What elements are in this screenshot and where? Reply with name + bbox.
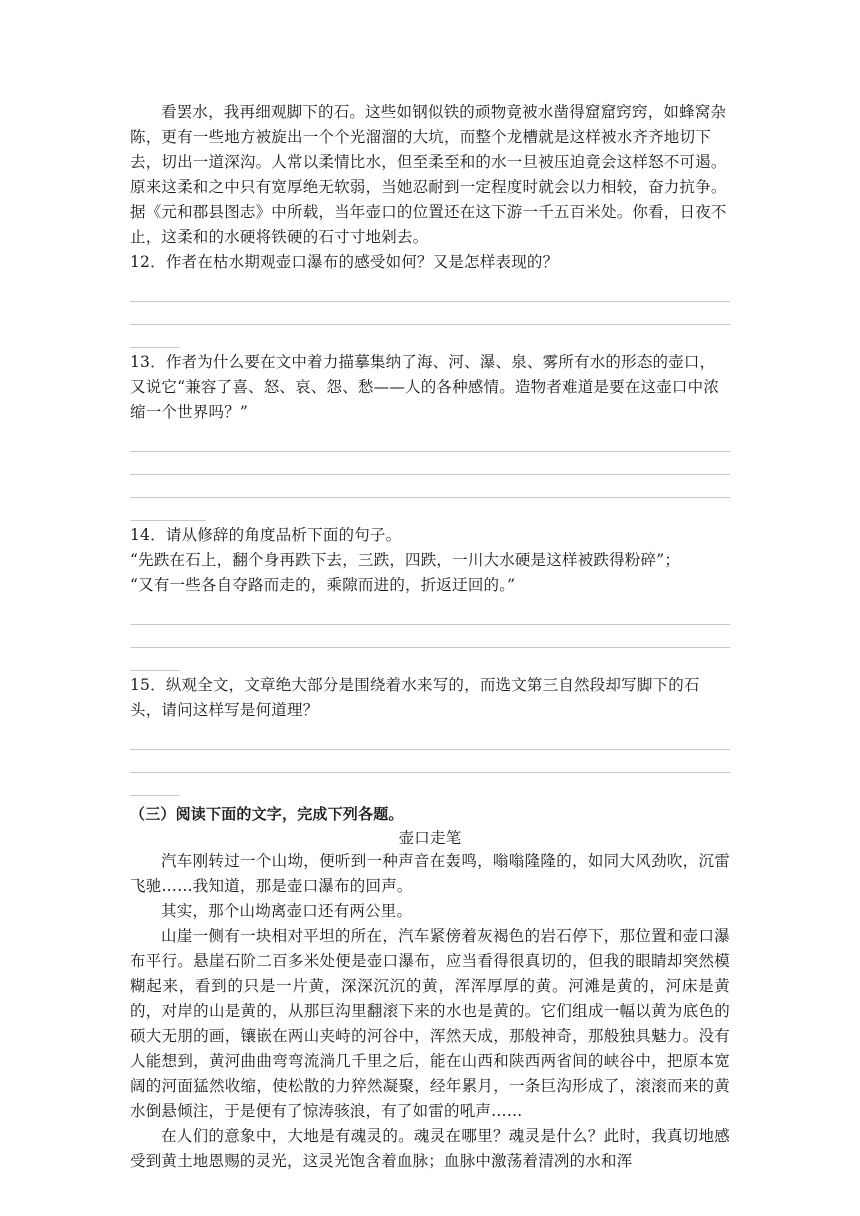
answer-line[interactable] <box>130 625 730 648</box>
answer-line[interactable] <box>130 727 730 750</box>
essay-paragraph: 其实，那个山坳离壶口还有两公里。 <box>161 902 413 920</box>
answer-line-short[interactable] <box>130 498 206 521</box>
answer-lines-12[interactable] <box>130 279 730 348</box>
answer-line-short[interactable] <box>130 773 180 796</box>
answer-line[interactable] <box>130 475 730 498</box>
essay-body <box>130 849 730 1174</box>
answer-line[interactable] <box>130 750 730 773</box>
question-12: 12．作者在枯水期观壶口瀑布的感受如何？又是怎样表现的？ <box>130 253 559 271</box>
essay-paragraph: 汽车刚转过一个山坳，便听到一种声音在轰鸣，嗡嗡隆隆的，如同大风劲吹，沉雷飞驰……我知道，那是壶口瀑布的回声。 <box>130 852 730 895</box>
essay-title: 壶口走笔 <box>398 829 462 847</box>
answer-line-short[interactable] <box>130 648 180 671</box>
quoted-sentence-1: “先跌在石上，翻个身再跌下去，三跌，四跌，一川大水硬是这样被跌得粉碎”； <box>130 551 681 569</box>
answer-lines-13[interactable] <box>130 429 730 521</box>
question-15: 15．纵观全文，文章绝大部分是围绕着水来写的，而选文第三自然段却写脚下的石头，请问这样写是何道理？ <box>130 676 700 719</box>
question-14: 14．请从修辞的角度品析下面的句子。 <box>130 526 402 544</box>
passage-paragraph: 看罢水，我再细观脚下的石。这些如钢似铁的顽物竟被水凿得窟窟窍窍，如蜂窝杂陈，更有一些地方被旋出一个个光溜溜的大坑，而整个龙槽就是这样被水齐齐地切下去，切出一道深沟。人常以柔情比水，但至柔至和的水一旦被压迫竟会这样怒不可遏。原来这柔和之中只有宽厚绝无软弱，当她忍耐到一定程度时就会以力相较，奋力抗争。据《元和郡县图志》中所载，当年壶口的位置还在这下游一千五百米处。你看，日夜不止，这柔和的水硬将铁硬的石寸寸地剁去。 <box>130 103 727 246</box>
essay-paragraph: 在人们的意象中，大地是有魂灵的。魂灵在哪里？魂灵是什么？此时，我真切地感受到黄土地恩赐的灵光，这灵光饱含着血脉；血脉中激荡着清冽的水和浑 <box>130 1127 730 1170</box>
answer-line[interactable] <box>130 602 730 625</box>
essay-paragraph: 山崖一侧有一块相对平坦的所在，汽车紧傍着灰褐色的岩石停下，那位置和壶口瀑布平行。悬崖石阶二百多米处便是壶口瀑布，应当看得很真切的，但我的眼睛却突然模糊起来，看到的只是一片黄，深深沉沉的黄，浑浑厚厚的黄。河滩是黄的，河床是黄的，对岸的山是黄的，从那巨沟里翻滚下来的水也是黄的。它们组成一幅以黄为底色的硕大无朋的画，镶嵌在两山夹峙的河谷中，浑然天成，那般神奇，那般独具魅力。没有人能想到，黄河曲曲弯弯流淌几千里之后，能在山西和陕西两省间的峡谷中，把原本宽阔的河面猛然收缩，使松散的力猝然凝聚，经年累月，一条巨沟形成了，滚滚而来的黄水倒悬倾注，于是便有了惊涛骇浪，有了如雷的吼声…… <box>130 927 730 1120</box>
section-heading: （三）阅读下面的文字，完成下列各题。 <box>130 805 404 823</box>
answer-line[interactable] <box>130 452 730 475</box>
answer-line-short[interactable] <box>130 325 180 348</box>
quoted-sentence-2: “又有一些各自夺路而走的，乘隙而进的，折返迂回的。” <box>130 576 516 594</box>
answer-line[interactable] <box>130 429 730 452</box>
answer-lines-15[interactable] <box>130 727 730 796</box>
document-page <box>130 100 730 1174</box>
answer-line[interactable] <box>130 279 730 302</box>
answer-lines-14[interactable] <box>130 602 730 671</box>
answer-line[interactable] <box>130 302 730 325</box>
question-13: 13．作者为什么要在文中着力描摹集纳了海、河、瀑、泉、雾所有水的形态的壶口，又说它“兼容了喜、怒、哀、怨、愁——人的各种感情。造物者难道是要在这壶口中浓缩一个世界吗？” <box>130 353 720 421</box>
